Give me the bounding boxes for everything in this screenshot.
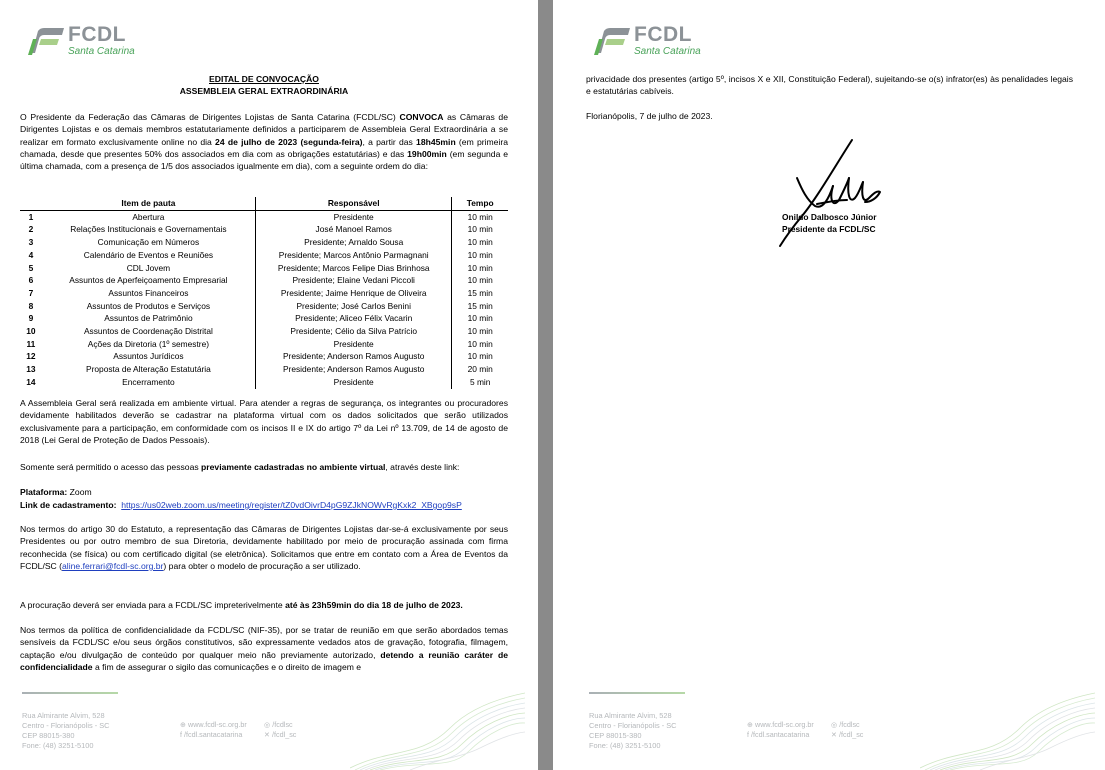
agenda-row: [20, 210, 508, 223]
agenda-row-item: Assuntos de Aperfeiçoamento Empresarial: [69, 275, 228, 286]
agenda-table: [20, 197, 508, 389]
agenda-row-responsible: José Manoel Ramos: [256, 223, 452, 236]
agenda-row-time: 10 min: [467, 313, 493, 324]
agenda-row-time: 10 min: [467, 275, 493, 286]
agenda-row: [20, 350, 508, 363]
footer-social-left: [180, 720, 247, 740]
fcdl-logo-mark-icon: [594, 27, 632, 55]
agenda-row: [20, 363, 508, 376]
agenda-row-item: Assuntos Jurídicos: [113, 351, 184, 362]
agenda-body: [20, 210, 508, 388]
fcdl-logo-page-2: [594, 24, 714, 60]
deadline-paragraph: [20, 599, 508, 611]
continuation-paragraph: privacidade dos presentes (artigo 5º, incisos X e XII, Constituição Federal), sujeitando-se o(s) infrator(es) às penalidades legais e estatutárias cabíveis.: [586, 74, 1073, 97]
footer-social-right: [264, 720, 296, 740]
agenda-row-item: CDL Jovem: [126, 262, 171, 273]
document-page-1: [0, 0, 538, 770]
twitter-icon: ✕: [264, 730, 271, 739]
facebook-icon: f: [180, 730, 182, 739]
agenda-row-time: 10 min: [467, 237, 493, 248]
footer-address-city: Centro - Florianópolis - SC: [589, 721, 677, 730]
access-text-1: Somente será permitido o acesso das pessoas: [20, 462, 202, 472]
agenda-row-time: 10 min: [467, 224, 493, 235]
footer-web-text: www.fcdl-sc.org.br: [188, 720, 247, 729]
agenda-row: [20, 249, 508, 262]
footer-address-phone: Fone: (48) 3251-5100: [589, 741, 661, 750]
agenda-row-responsible: Presidente; Jaime Henrique de Oliveira: [256, 287, 452, 300]
agenda-row-responsible: Presidente; Anderson Ramos Augusto: [256, 363, 452, 376]
logo-name: FCDL: [68, 23, 126, 46]
intro-text-2: as Câmaras de Dirigentes Lojistas e os demais membros estatutariamente definidos a participarem de Assembleia Geral Extraordinária a se realizar em formato exclusivamente online no dia: [20, 112, 508, 147]
agenda-row-responsible: Presidente: [256, 210, 452, 223]
agenda-row-number: 3: [28, 237, 34, 248]
footer-address-page-2: [589, 711, 677, 751]
agenda-row-time: 15 min: [467, 300, 493, 311]
agenda-row-responsible: Presidente; Célio da Silva Patrício: [256, 325, 452, 338]
agenda-row-item: Calendário de Eventos e Reuniões: [83, 249, 214, 260]
agenda-row-time: 20 min: [467, 364, 493, 375]
logo-subtitle: Santa Catarina: [68, 46, 135, 57]
agenda-row-item: Relações Institucionais e Governamentais: [70, 224, 227, 235]
virtual-paragraph: A Assembleia Geral será realizada em ambiente virtual. Para atender a regras de segurança, os integrantes ou procuradores devidamente habilitados deverão se cadastrar na plataforma virtual com os dados solicitados que serão utilizados exclusivamente para a participação, em conformidade com os incisos II e IX do artigo 7º da Lei nº 13.709, de 14 de agosto de 2018 (Lei Geral de Proteção de Dados Pessoais).: [20, 398, 508, 445]
agenda-row-time: 5 min: [469, 376, 491, 387]
agenda-row-number: 2: [28, 224, 34, 235]
agenda-row-responsible: Presidente; Arnaldo Sousa: [256, 236, 452, 249]
document-title: EDITAL DE CONVOCAÇÃO: [209, 74, 319, 84]
agenda-header-responsible: Responsável: [256, 197, 452, 210]
agenda-row: [20, 338, 508, 351]
deadline-text: A procuração deverá ser enviada para a FCDL/SC impreterivelmente: [20, 600, 286, 610]
footer-instagram-text: /fcdlsc: [272, 720, 293, 729]
agenda-row-number: 7: [28, 287, 34, 298]
intro-bold-time-2: 19h00min: [407, 148, 447, 159]
proxy-paragraph: [20, 523, 508, 572]
intro-text-4: (em primeira chamada, desde que presentes 50% dos associados em dia com as obrigações estatutárias) e das: [20, 136, 508, 159]
agenda-row-number: 4: [28, 249, 34, 260]
facebook-icon: f: [747, 730, 749, 739]
agenda-row-responsible: Presidente; José Carlos Benini: [256, 300, 452, 313]
footer-web-text: www.fcdl-sc.org.br: [755, 720, 814, 729]
agenda-row-item: Proposta de Alteração Estatutária: [86, 364, 211, 375]
signer-block: [782, 212, 876, 235]
footer-twitter-text: /fcdl_sc: [272, 730, 297, 739]
agenda-row-time: 15 min: [467, 287, 493, 298]
deadline-bold: até às 23h59min do dia 18 de julho de 2023.: [285, 600, 463, 610]
platform-line: [20, 486, 508, 498]
access-text-2: , através deste link:: [385, 462, 460, 472]
footer-facebook: [180, 730, 247, 740]
footer-wave-graphic-page-2: [920, 688, 1095, 770]
confidentiality-text-2: a fim de assegurar o sigilo das comunicações e o direito de imagem e: [92, 661, 362, 672]
agenda-row-item: Encerramento: [122, 376, 175, 387]
footer-line: [22, 692, 118, 694]
agenda-row-responsible: Presidente; Marcos Antônio Parmagnani: [256, 249, 452, 262]
footer-instagram-text: /fcdlsc: [839, 720, 860, 729]
footer-twitter-text: /fcdl_sc: [839, 730, 864, 739]
agenda-row-item: Ações da Diretoria (1º semestre): [87, 338, 210, 349]
intro-text-3: , a partir das: [362, 136, 417, 147]
intro-bold-convoca: CONVOCA: [399, 112, 444, 122]
document-page-2: [553, 0, 1105, 770]
agenda-row: [20, 262, 508, 275]
agenda-row-time: 10 min: [467, 211, 493, 222]
platform-label: Plataforma:: [20, 487, 68, 497]
footer-social-left-page-2: [747, 720, 814, 740]
agenda-row-responsible: Presidente; Aliceo Félix Vacarin: [256, 312, 452, 325]
agenda-header-item: Item de pauta: [42, 197, 256, 210]
twitter-icon: ✕: [831, 730, 838, 739]
footer-facebook-text: /fcdl.santacatarina: [184, 730, 243, 739]
signer-role: Presidente da FCDL/SC: [782, 223, 876, 234]
agenda-row-item: Assuntos Financeiros: [108, 287, 189, 298]
agenda-row-number: 1: [28, 211, 34, 222]
footer-facebook-text: /fcdl.santacatarina: [751, 730, 810, 739]
platform-value: Zoom: [67, 487, 92, 497]
confidentiality-bold: detendo a reunião caráter de confidencialidade: [20, 649, 509, 672]
proxy-text-1: Nos termos do artigo 30 do Estatuto, a representação das Câmaras de Dirigentes Lojistas dar-se-á exclusivamente por seus Presidentes ou por outro membro de sua Diretoria, devidamente habilitado por meio de procuração assinada com firma reconhecida (se física) ou com certificado digital (se eletrônica). Solicitamos que entre em contato com a Área de Eventos da FCDL/SC (: [20, 524, 508, 571]
agenda-row-item: Assuntos de Patrimônio: [104, 313, 193, 324]
intro-bold-date: 24 de julho de 2023 (segunda-feira): [215, 136, 363, 147]
footer-web: [180, 720, 247, 730]
agenda-row-number: 11: [26, 338, 36, 349]
instagram-icon: ◎: [831, 720, 838, 729]
document-subtitle: ASSEMBLEIA GERAL EXTRAORDINÁRIA: [179, 85, 349, 96]
access-paragraph: [20, 461, 508, 473]
footer-instagram: [831, 720, 863, 730]
agenda-row: [20, 312, 508, 325]
agenda-row: [20, 325, 508, 338]
document-title-block: [20, 74, 508, 97]
footer-line-page-2: [589, 692, 685, 694]
intro-paragraph: [20, 111, 508, 172]
globe-icon: ⊕: [747, 720, 754, 729]
access-bold: previamente cadastradas no ambiente virtual: [201, 462, 386, 472]
agenda-row-item: Comunicação em Números: [97, 237, 200, 248]
footer-address-street: Rua Almirante Alvim, 528: [22, 711, 105, 720]
instagram-icon: ◎: [264, 720, 271, 729]
agenda-row: [20, 376, 508, 389]
registration-link-label: Link de cadastramento:: [20, 500, 117, 510]
footer-address-street: Rua Almirante Alvim, 528: [589, 711, 672, 720]
globe-icon: ⊕: [180, 720, 187, 729]
agenda-row-time: 10 min: [467, 326, 493, 337]
registration-link-line: [20, 499, 520, 511]
agenda-header-number: [20, 197, 42, 210]
agenda-row-responsible: Presidente: [256, 376, 452, 389]
agenda-row-item: Assuntos de Coordenação Distrital: [83, 326, 213, 337]
agenda-row-number: 5: [28, 262, 34, 273]
fcdl-logo: [28, 24, 148, 60]
fcdl-logo-mark-icon: [28, 27, 66, 55]
agenda-row-number: 10: [26, 326, 36, 337]
agenda-row-responsible: Presidente; Elaine Vedani Piccoli: [256, 274, 452, 287]
date-line: Florianópolis, 7 de julho de 2023.: [586, 111, 713, 121]
intro-bold-time-1: 18h45min: [416, 136, 456, 147]
page-divider: [538, 0, 553, 770]
agenda-header-time: Tempo: [452, 197, 508, 210]
footer-web: [747, 720, 814, 730]
agenda-row-number: 8: [28, 300, 34, 311]
agenda-row-responsible: Presidente; Anderson Ramos Augusto: [256, 350, 452, 363]
agenda-row: [20, 300, 508, 313]
footer-address-phone: Fone: (48) 3251-5100: [22, 741, 94, 750]
agenda-row: [20, 236, 508, 249]
intro-text-5: (em segunda e última chamada, com a presença de 1/5 dos associados igualmente em dia), com a seguinte ordem do dia:: [20, 148, 509, 172]
agenda-row-time: 10 min: [467, 338, 493, 349]
agenda-row-item: Abertura: [132, 211, 165, 222]
footer-wave-graphic: [350, 688, 525, 770]
agenda-row: [20, 223, 508, 236]
agenda-row-number: 12: [26, 351, 36, 362]
agenda-row-responsible: Presidente: [256, 338, 452, 351]
agenda-row-number: 14: [26, 376, 36, 387]
agenda-row: [20, 274, 508, 287]
footer-address-city: Centro - Florianópolis - SC: [22, 721, 110, 730]
agenda-row-time: 10 min: [467, 249, 493, 260]
contact-email-link[interactable]: aline.ferrari@fcdl-sc.org.br: [62, 560, 164, 571]
confidentiality-paragraph: [20, 624, 508, 673]
footer-twitter: [831, 730, 863, 740]
footer-social-right-page-2: [831, 720, 863, 740]
proxy-text-2: ) para obter o modelo de procuração a ser utilizado.: [163, 560, 361, 571]
signer-name: Onildo Dalbosco Júnior: [782, 212, 877, 222]
registration-link[interactable]: https://us02web.zoom.us/meeting/register/tZ0vdOivrD4pG9ZJkNOWvRgKxk2_XBgop9sP: [121, 500, 462, 510]
footer-facebook: [747, 730, 814, 740]
footer-address-cep: CEP 88015-380: [589, 731, 642, 740]
footer-address: [22, 711, 110, 751]
agenda-row-number: 6: [28, 275, 34, 286]
agenda-row-time: 10 min: [467, 351, 493, 362]
agenda-row-number: 9: [28, 313, 34, 324]
footer-instagram: [264, 720, 296, 730]
footer-address-cep: CEP 88015-380: [22, 731, 75, 740]
agenda-header-row: [20, 197, 508, 210]
agenda-row-responsible: Presidente; Marcos Felipe Dias Brinhosa: [256, 262, 452, 275]
agenda-row: [20, 287, 508, 300]
agenda-row-number: 13: [26, 364, 36, 375]
footer-twitter: [264, 730, 296, 740]
logo-subtitle: Santa Catarina: [634, 46, 701, 57]
logo-name: FCDL: [634, 23, 692, 46]
agenda-row-time: 10 min: [467, 262, 493, 273]
confidentiality-text-1: Nos termos da política de confidencialidade da FCDL/SC (NIF-35), por se tratar de reunião em que serão abordados temas sensíveis da FCDL/SC e/ou seus órgãos constitutivos, são expressamente vedados atos de gravação, fotografia, filmagem, captação e/ou divulgação de conteúdo por qualquer meio não previamente autorizado,: [20, 625, 508, 660]
agenda-row-item: Assuntos de Produtos e Serviços: [86, 300, 211, 311]
intro-text-1: O Presidente da Federação das Câmaras de Dirigentes Lojistas de Santa Catarina (FCDL/SC): [20, 112, 400, 122]
